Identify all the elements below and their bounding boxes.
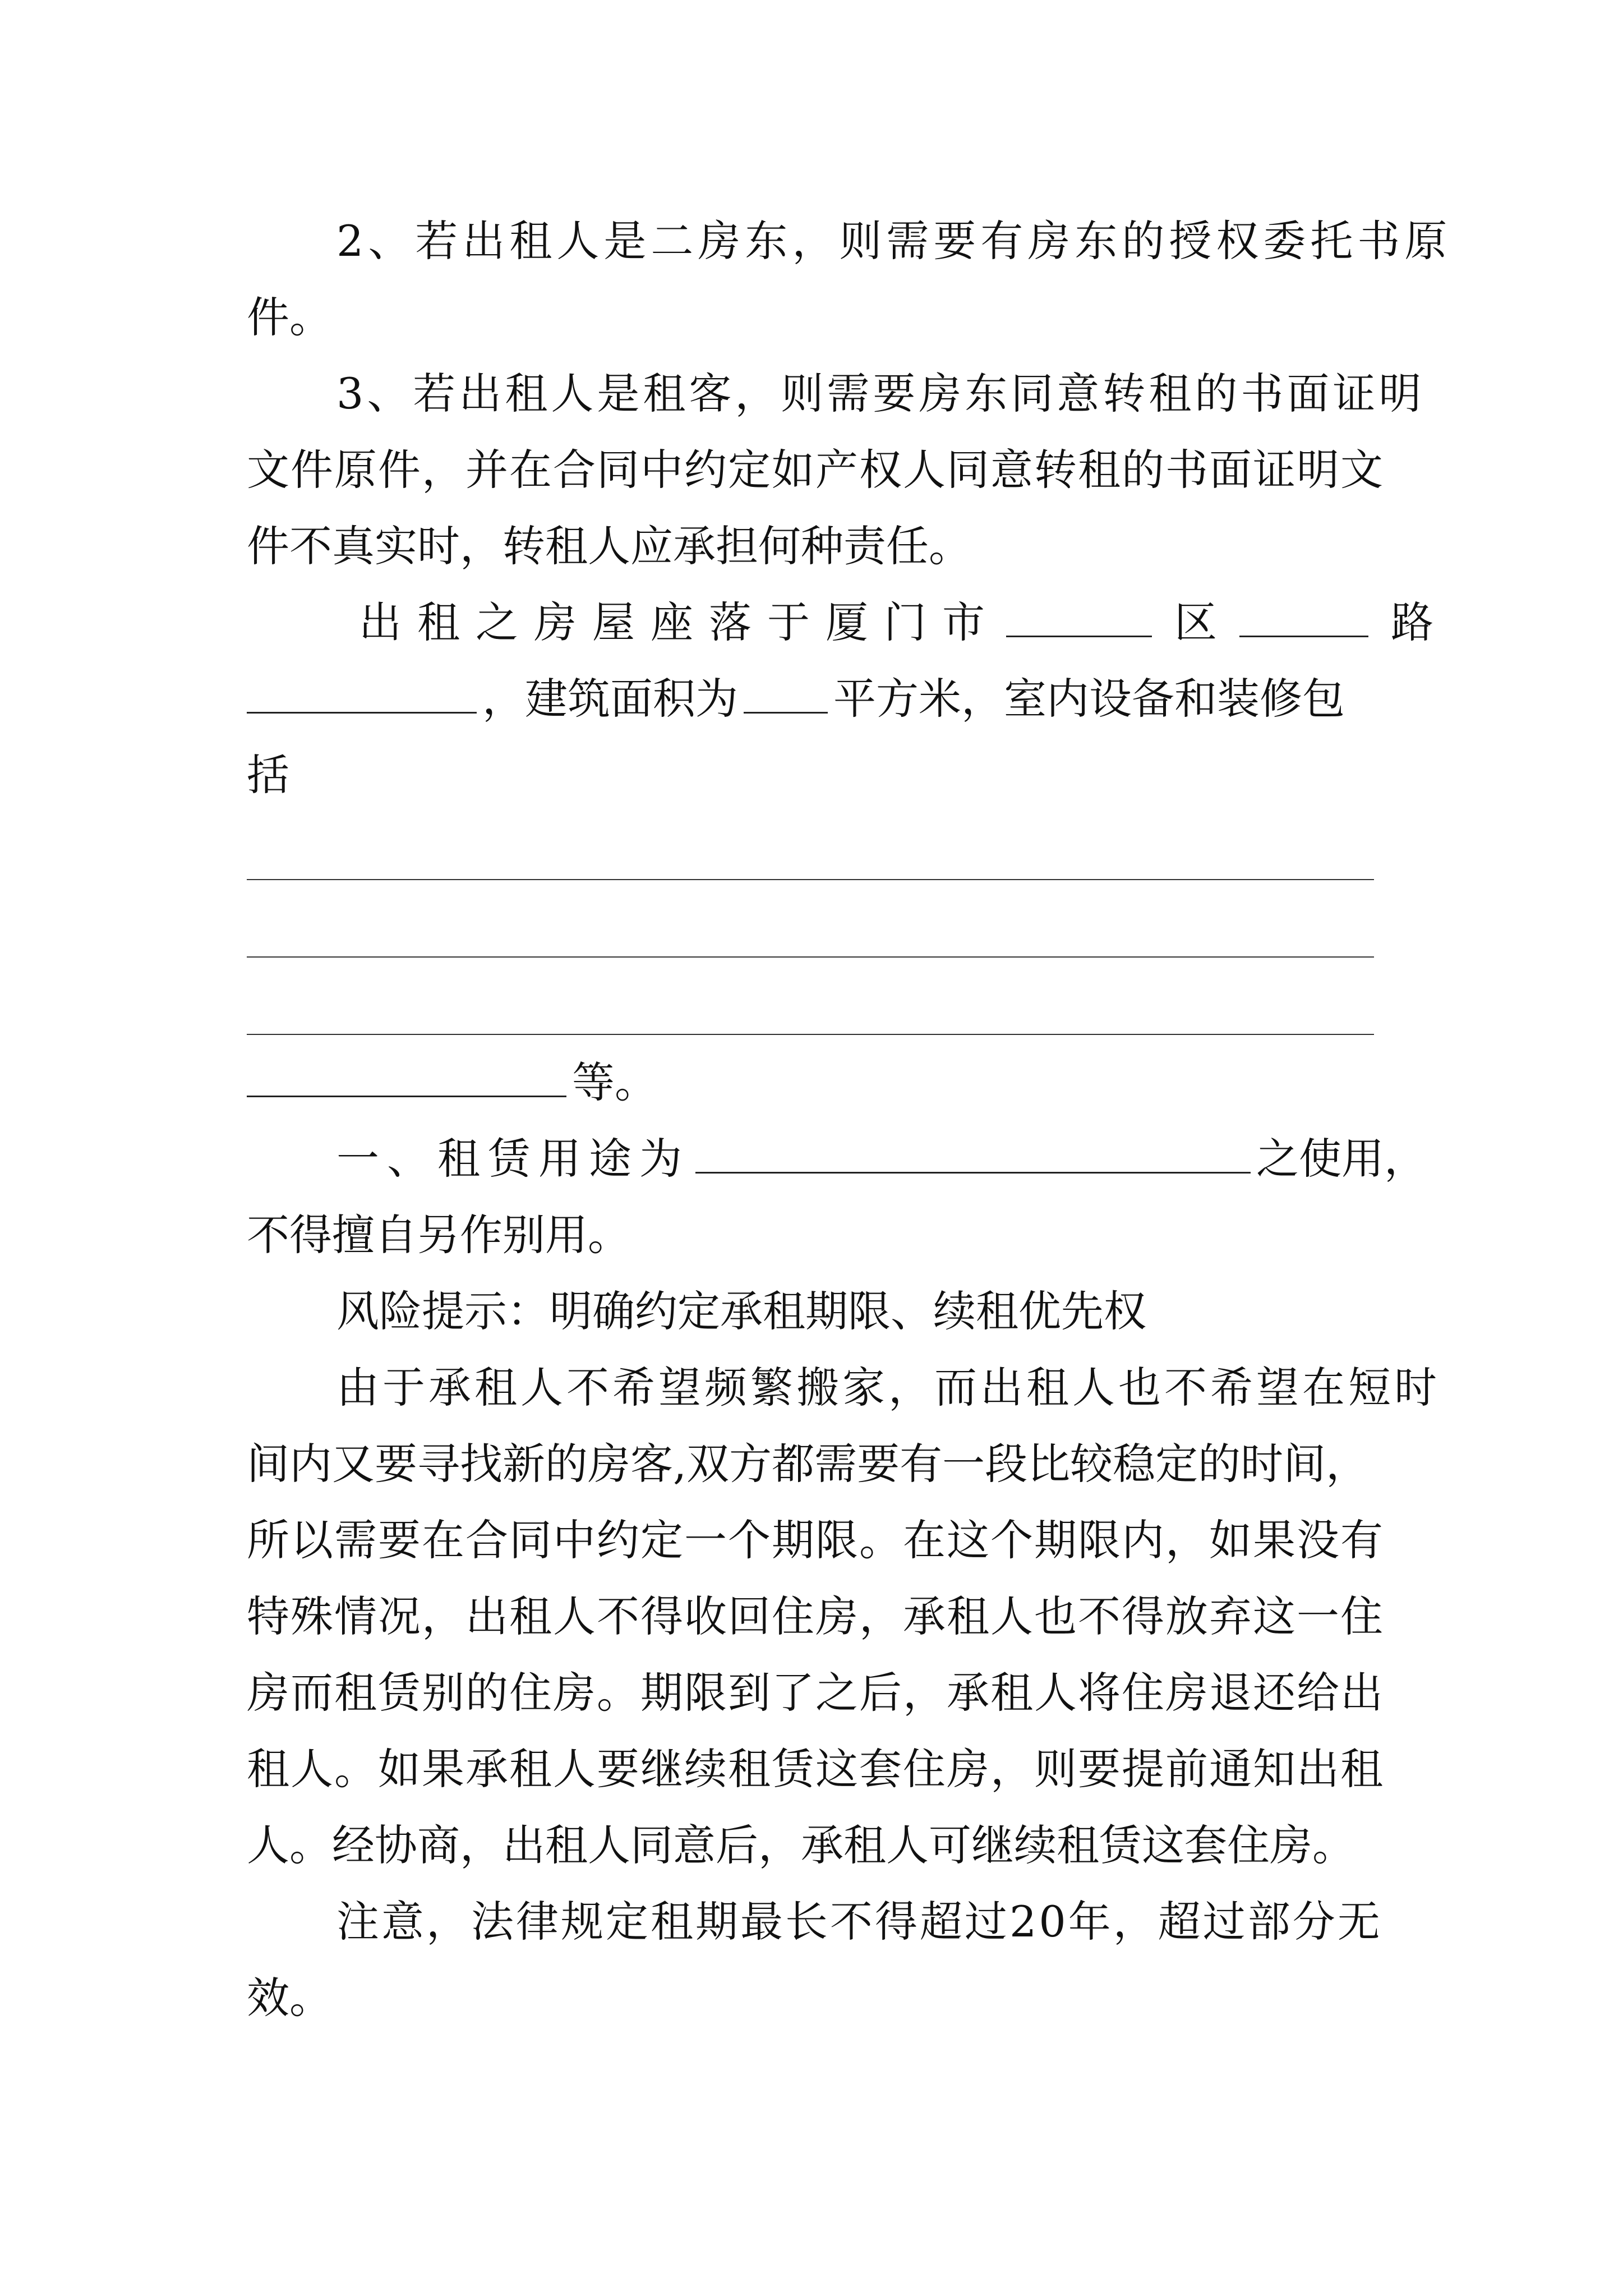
usage-blank — [695, 1133, 1251, 1174]
road-number-blank — [247, 673, 477, 714]
paragraph-line: 租人。如果承租人要继续租赁这套住房，则要提前通知出租 — [247, 1744, 1384, 1794]
equipment-end-text: 等。 — [572, 1057, 657, 1107]
paragraph-line: 特殊情况，出租人不得收回住房，承租人也不得放弃这一住 — [247, 1591, 1384, 1641]
risk-heading: 风险提示：明确约定承租期限、续租优先权 — [336, 1286, 1146, 1336]
district-label: 区 — [1174, 597, 1217, 647]
paragraph-line: 不得擅自另作别用。 — [247, 1210, 630, 1260]
paragraph-line: 2、若出租人是二房东，则需要有房东的授权委托书原 — [336, 216, 1452, 266]
area-line — [247, 671, 1391, 727]
fill-in-rule — [247, 879, 1374, 880]
paragraph-line: 3、若出租人是租客，则需要房东同意转租的书面证明 — [336, 369, 1425, 418]
usage-line — [336, 1131, 1427, 1187]
usage-end-text: 之使用， — [1256, 1134, 1427, 1184]
paragraph-line: 所以需要在合同中约定一个期限。在这个期限内，如果没有 — [247, 1515, 1384, 1565]
paragraph-line: 件。 — [247, 292, 332, 342]
equipment-blank — [247, 1056, 566, 1097]
usage-text: 一、租赁用途为 — [336, 1134, 690, 1184]
address-line — [359, 595, 1433, 651]
district-blank — [1006, 596, 1152, 637]
paragraph-line: 间内又要寻找新的房客,双方都需要有一段比较稳定的时间， — [247, 1439, 1369, 1489]
area-unit-text: 平方米，室内设备和装修包 — [833, 674, 1345, 724]
paragraph-line: 房而租赁别的住房。期限到了之后，承租人将住房退还给出 — [247, 1668, 1384, 1718]
paragraph-line: 括 — [247, 750, 289, 800]
fill-in-rule — [247, 1034, 1374, 1035]
fill-in-rule — [247, 956, 1374, 958]
paragraph-line: 人。经协商，出租人同意后，承租人可继续租赁这套住房。 — [247, 1820, 1355, 1870]
address-text: 出租之房屋座落于厦门市 — [359, 597, 1000, 647]
equipment-end-line — [247, 1055, 1391, 1111]
area-blank — [744, 673, 828, 714]
area-text: ，建筑面积为 — [482, 674, 738, 724]
paragraph-line: 件不真实时，转租人应承担何种责任。 — [247, 521, 971, 571]
road-blank — [1239, 596, 1368, 637]
paragraph-line: 注意，法律规定租期最长不得超过20年，超过部分无 — [336, 1897, 1382, 1947]
paragraph-line: 效。 — [247, 1973, 332, 2023]
paragraph-line: 由于承租人不希望频繁搬家，而出租人也不希望在短时 — [336, 1363, 1440, 1412]
paragraph-line: 文件原件，并在合同中约定如产权人同意转租的书面证明文 — [247, 445, 1384, 495]
road-label: 路 — [1391, 597, 1433, 647]
